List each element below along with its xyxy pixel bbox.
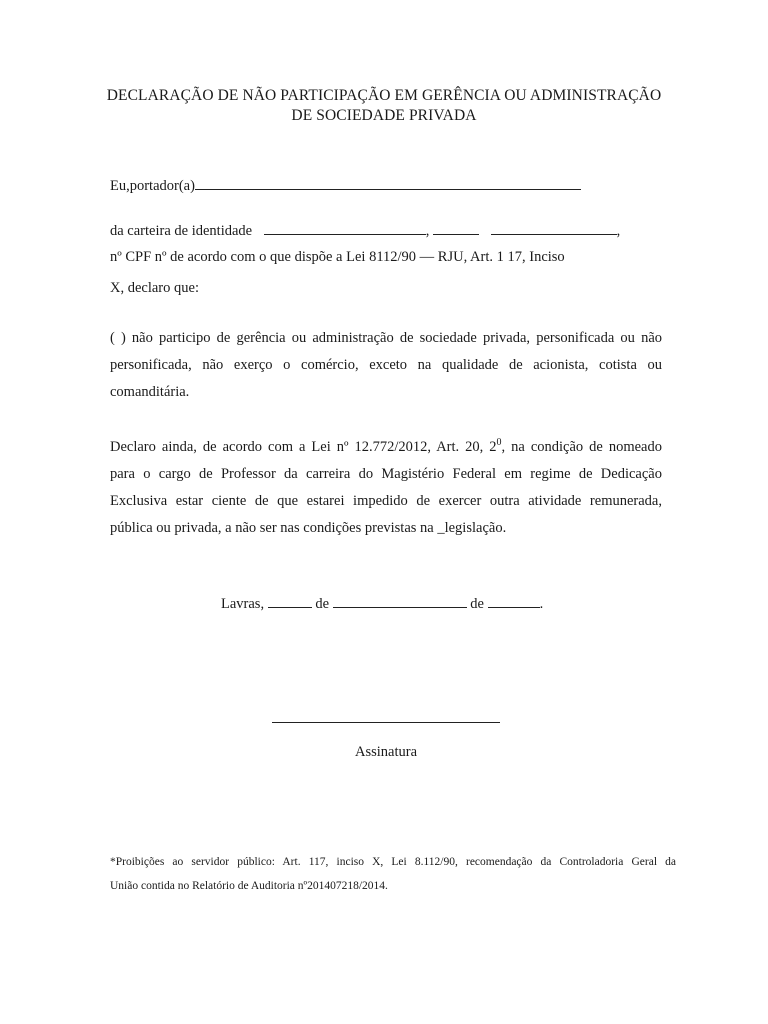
date-line [221,592,543,613]
de-label-2: de [470,596,484,612]
signature-line [272,722,500,723]
issuer-blank [433,219,479,235]
para1-line-3: comanditária. [110,384,190,400]
para2-line-4: pública ou privada, a não ser nas condições previstas na _legislação. [110,519,507,536]
identity-blank [264,219,426,235]
year-blank [488,592,540,608]
identity-separator: , [425,223,433,239]
paragraph-1 [110,325,662,406]
month-blank [333,592,467,608]
document-title [60,86,708,126]
name-blank [195,174,581,190]
footnote-line-1: *Proibições ao servidor público: Art. 117, inciso X, Lei 8.112/90, recomendação da Controladoria Geral da [110,856,676,868]
footnote [110,851,676,898]
cpf-blank [491,219,617,235]
de-label-1: de [315,596,330,612]
name-line [110,174,581,195]
para1-line-1: ( ) não participo de gerência ou administração de sociedade privada, personificada ou não [110,330,662,346]
superscript: 0 [496,437,502,448]
identity-end: , [616,223,621,239]
cpf-line: nº CPF nº de acordo com o que dispõe a Lei 8112/90 — RJU, Art. 1 17, Inciso [110,249,565,265]
para1-line-2: personificada, não exerço o comércio, exceto na qualidade de acionista, cotista ou [110,357,662,373]
identity-line [110,219,620,240]
para2-line-2: para o cargo de Professor da carreira do Magistério Federal em regime de Dedicação [110,465,662,482]
city-label: Lavras, [221,596,265,612]
declaro-line: X, declaro que: [110,280,199,296]
identity-label: da carteira de identidade [110,223,253,239]
signature-label: Assinatura [354,744,417,760]
paragraph-2 [110,429,662,542]
date-end: . [539,596,544,612]
title-line-1: DECLARAÇÃO DE NÃO PARTICIPAÇÃO EM GERÊNCIA OU ADMINISTRAÇÃO [106,87,662,104]
title-line-2: DE SOCIEDADE PRIVADA [291,107,477,124]
footnote-line-2: União contida no Relatório de Auditoria nº201407218/2014. [110,879,388,892]
para2-line-3: Exclusiva estar ciente de que estarei impedido de exercer outra atividade remunerada, [110,492,662,509]
day-blank [268,592,312,608]
eu-label: Eu,portador(a) [110,178,195,194]
para2-line-1: Declaro ainda, de acordo com a Lei nº 12.772/2012, Art. 20, $2^0$, na condição de nomeado [110,437,662,455]
